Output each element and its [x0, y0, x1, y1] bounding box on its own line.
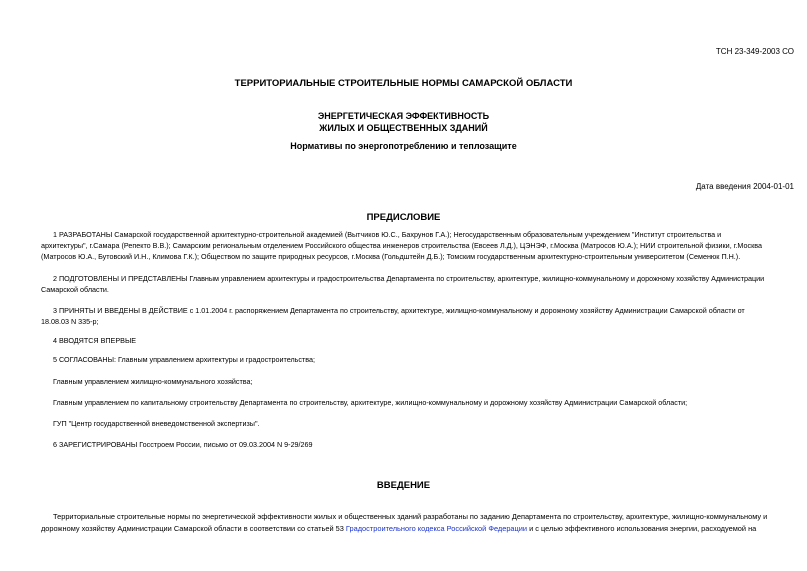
document-subtitle — [0, 110, 807, 134]
preface-item-3-line-2: 18.08.03 N 335-р; — [41, 317, 99, 326]
subtitle-line-2: ЖИЛЫХ И ОБЩЕСТВЕННЫХ ЗДАНИЙ — [319, 123, 488, 133]
preface-item-5b-text: Главным управлением по капитальному строительству Департамента по строительству, архитектуре, жилищно-коммунальному и дорожному хозяйству Администрации Самарской области; — [53, 398, 688, 407]
preface-item-4-text: 4 ВВОДЯТСЯ ВПЕРВЫЕ — [53, 336, 137, 345]
preface-item-6-text: 6 ЗАРЕГИСТРИРОВАНЫ Госстроем России, письмо от 09.03.2004 N 9-29/269 — [53, 440, 313, 449]
preface-item-1-line-2: архитектуры", г.Самара (Репекто В.В.); Самарским региональным отделением Российского общества инженеров строительства (Евсеев Л.Д.), ЦЭНЭФ, г.Москва (Матросов Ю.А.); НИИ строительной физики, г.Москва — [41, 241, 762, 250]
document-title: ТЕРРИТОРИАЛЬНЫЕ СТРОИТЕЛЬНЫЕ НОРМЫ САМАРСКОЙ ОБЛАСТИ — [234, 78, 573, 89]
preface-item-5c-text: ГУП "Центр государственной вневедомственной экспертизы". — [53, 419, 260, 428]
preface-item-3 — [41, 305, 770, 327]
preface-item-5c — [41, 418, 770, 429]
preface-item-2-line-2: Самарской области. — [41, 285, 109, 294]
document-code: ТСН 23-349-2003 СО — [715, 47, 794, 56]
preface-heading: ПРЕДИСЛОВИЕ — [366, 212, 441, 223]
preface-item-2-line-1: 2 ПОДГОТОВЛЕНЫ И ПРЕДСТАВЛЕНЫ Главным управлением архитектуры и градостроительства Департамента по строительству, архитектуре, жилищно-коммунальному и дорожному хозяйству Администрации — [53, 274, 765, 283]
introduction-heading: ВВЕДЕНИЕ — [376, 480, 431, 491]
preface-item-1 — [41, 229, 770, 262]
introduction-line-1: Территориальные строительные нормы по энергетической эффективности жилых и общественных зданий разработаны по заданию Департамента по строительству, архитектуре, жилищно-коммунальному и — [53, 512, 768, 521]
preface-item-1-line-1: 1 РАЗРАБОТАНЫ Самарской государственной архитектурно-строительной академией (Вытчиков Ю.С., Бахрунов Г.А.); Негосударственным образовательным учреждением "Институт строительства и — [53, 230, 722, 239]
introduction-paragraph — [41, 511, 770, 535]
preface-item-3-line-1: 3 ПРИНЯТЫ И ВВЕДЕНЫ В ДЕЙСТВИЕ с 1.01.2004 г. распоряжением Департамента по строительству, архитектуре, жилищно-коммунальному и дорожному хозяйству Администрации Самарской области от — [53, 306, 745, 315]
preface-item-1-line-3: (Матросов Ю.А., Бутовский И.Н., Климова Г.К.); Обществом по защите природных ресурсов, г.Москва (Гольдштейн Д.Б.); Томским государственным архитектурно-строительным университетом (Семенюк П.Н.). — [41, 252, 741, 261]
preface-item-5 — [41, 354, 770, 365]
preface-item-5-text: 5 СОГЛАСОВАНЫ: Главным управлением архитектуры и градостроительства; — [53, 355, 316, 364]
preface-item-6 — [41, 439, 770, 450]
preface-item-5b — [41, 397, 770, 408]
document-norm-title: Нормативы по энергопотреблению и теплозащите — [290, 141, 517, 151]
preface-item-2 — [41, 273, 770, 295]
preface-item-4 — [41, 335, 770, 346]
preface-item-5a — [41, 376, 770, 387]
introduction-line-2 — [41, 523, 770, 535]
introduction-line-2-start: дорожному хозяйству Администрации Самарской области в соответствии со статьей 53 — [41, 524, 346, 533]
intro-date: Дата введения 2004-01-01 — [695, 182, 794, 191]
introduction-line-2-end: и с целью эффективного использования энергии, расходуемой на — [527, 524, 757, 533]
grad-code-link[interactable]: Градостроительного кодекса Российской Федерации — [345, 524, 528, 533]
subtitle-line-1: ЭНЕРГЕТИЧЕСКАЯ ЭФФЕКТИВНОСТЬ — [317, 111, 490, 121]
preface-item-5a-text: Главным управлением жилищно-коммунального хозяйства; — [53, 377, 253, 386]
